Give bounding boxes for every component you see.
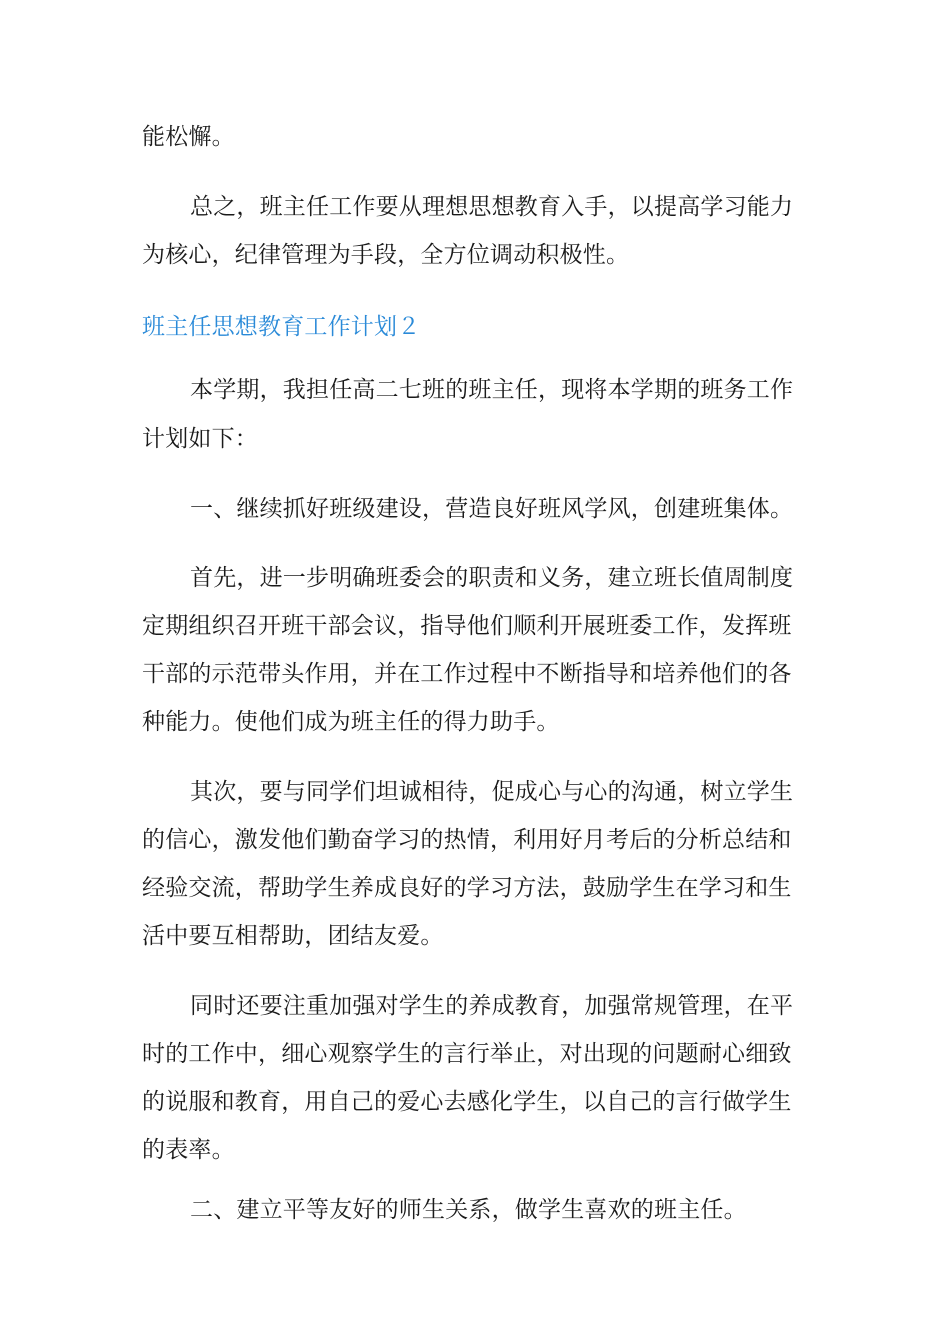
text-line: 种能力。使他们成为班主任的得力助手。 [142, 709, 560, 735]
text-line: 首先，进一步明确班委会的职责和义务，建立班长值周制度 [190, 565, 794, 591]
text-line: 一、继续抓好班级建设，营造良好班风学风，创建班集体。 [190, 496, 794, 522]
text-line: 能松懈。 [142, 124, 235, 150]
text-line: 其次，要与同学们坦诚相待，促成心与心的沟通，树立学生 [190, 779, 794, 805]
text-line: 定期组织召开班干部会议，指导他们顺利开展班委工作，发挥班 [142, 613, 792, 639]
text-line: 计划如下： [142, 426, 258, 452]
text-line: 干部的示范带头作用，并在工作过程中不断指导和培养他们的各 [142, 661, 792, 687]
text-line: 的表率。 [142, 1137, 235, 1163]
text-line: 的信心，激发他们勤奋学习的热情，利用好月考后的分析总结和 [142, 827, 792, 853]
text-line: 总之，班主任工作要从理想思想教育入手，以提高学习能力 [190, 194, 794, 220]
text-line: 活中要互相帮助，团结友爱。 [142, 923, 444, 949]
text-line: 的说服和教育，用自己的爱心去感化学生，以自己的言行做学生 [142, 1089, 792, 1115]
text-line: 同时还要注重加强对学生的养成教育，加强常规管理，在平 [190, 993, 794, 1019]
text-line: 为核心，纪律管理为手段，全方位调动积极性。 [142, 242, 630, 268]
section-heading: 班主任思想教育工作计划２ [142, 314, 421, 340]
text-line: 本学期，我担任高二七班的班主任，现将本学期的班务工作 [190, 377, 794, 403]
text-line: 经验交流，帮助学生养成良好的学习方法，鼓励学生在学习和生 [142, 875, 792, 901]
text-line: 时的工作中，细心观察学生的言行举止，对出现的问题耐心细致 [142, 1041, 792, 1067]
text-line: 二、建立平等友好的师生关系，做学生喜欢的班主任。 [190, 1197, 747, 1223]
